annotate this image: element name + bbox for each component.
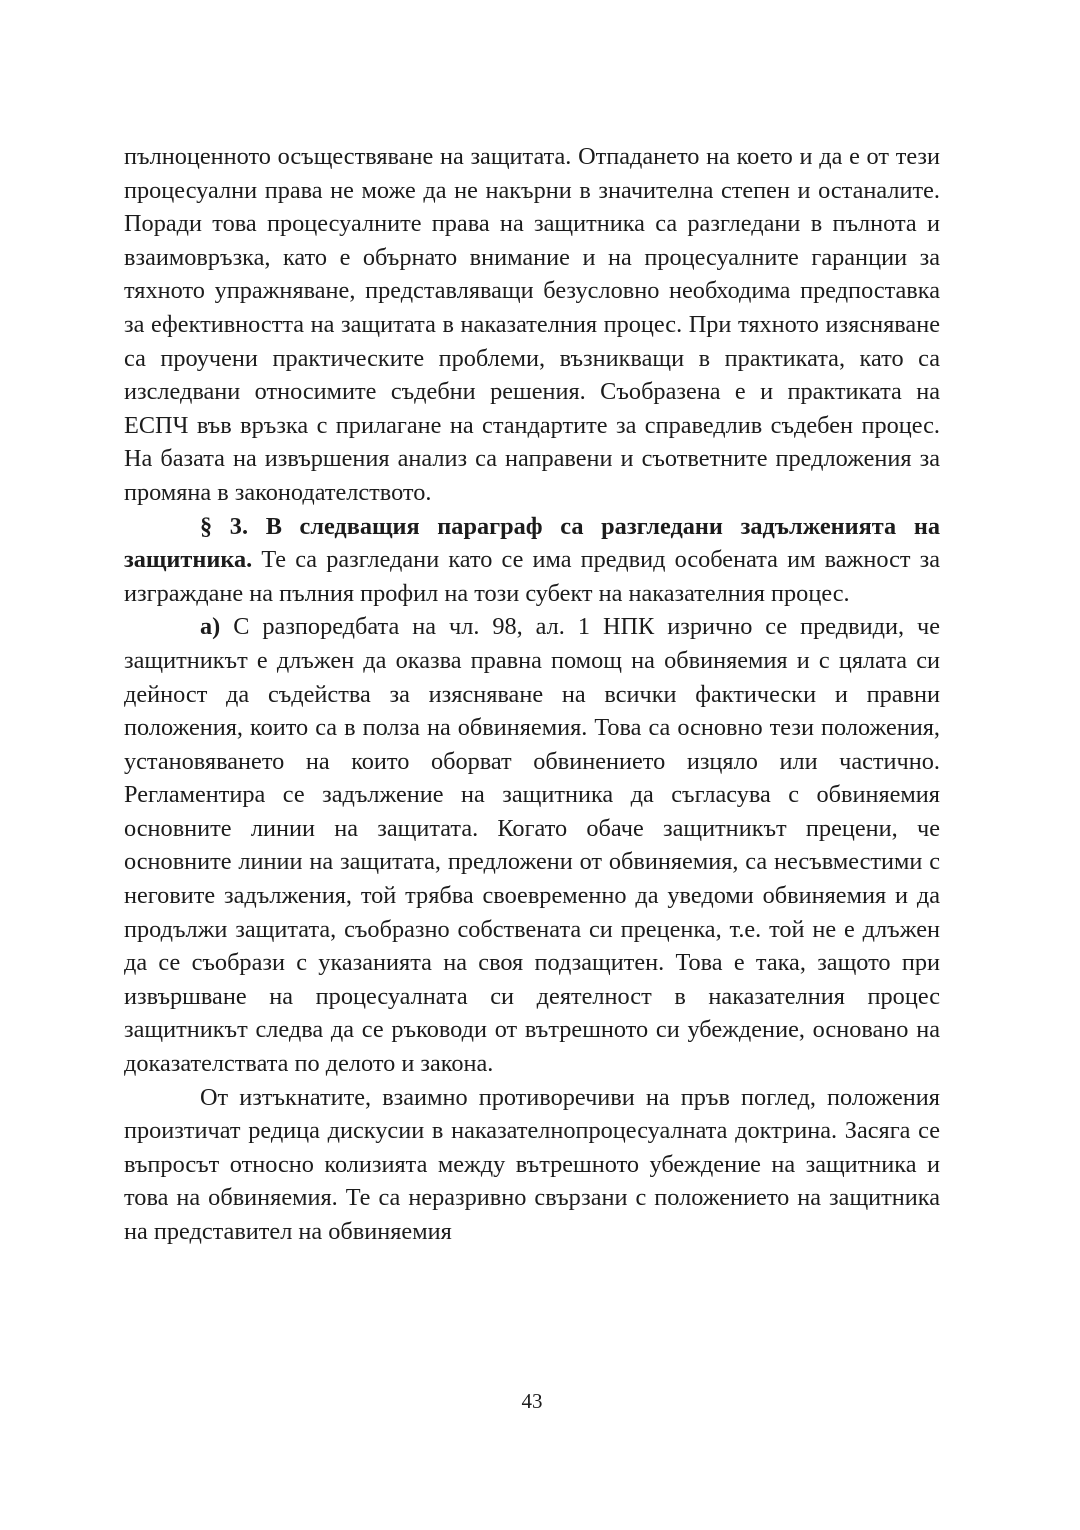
body-text	[124, 140, 940, 1249]
paragraph-text: Те са разгледани като се има предвид особената им важност за изграждане на пълния профил на този субект на наказателния процес.	[124, 546, 940, 607]
page-number: 43	[521, 1389, 543, 1413]
paragraph-section-3	[124, 510, 940, 611]
paragraph-discussion: От изтъкнатите, взаимно противоречиви на пръв поглед, положения произтичат редица дискусии в наказателнопроцесуалната доктрина. Засяга се въпросът относно колизията между вътрешното убеждение на защитника и това на обвиняемия. Те са неразривно свързани с положението на защитника на представител на обвиняемия	[124, 1083, 940, 1245]
section-heading: § 3. В следващия параграф са разгледани задълженията на защитника.	[124, 512, 940, 574]
paragraph-item-a	[124, 610, 940, 1080]
paragraph-continuation: пълноценното осъществяване на защитата. Отпадането на което и да е от тези процесуални права не може да не накърни в значителна степен и останалите. Поради това процесуалните права на защитника са разгледани в пълнота и взаимовръзка, като е обърнато внимание и на процесуалните гаранции за тяхното упражняване, представляващи безусловно необходима предпоставка за ефективността на защитата в наказателния процес. При тяхното изясняване са проучени практическите проблеми, възникващи в практиката, като са изследвани относимите съдебни решения. Съобразена е и практиката на ЕСПЧ във връзка с прилагане на стандартите за справедлив съдебен процес. На базата на извършения анализ са направени и съответните предложения за промяна в законодателството.	[124, 143, 940, 506]
item-marker: а)	[200, 613, 221, 641]
paragraph-text: С разпоредбата на чл. 98, ал. 1 НПК изрично се предвиди, че защитникът е длъжен да оказва правна помощ на обвиняемия и с цялата си дейност да съдейства за изясняване на всички фактически и правни положения, които са в полза на обвиняемия. Това са основно тези положения, установяването на които оборват обвинението изцяло или частично. Регламентира се задължение на защитника да съгласува с обвиняемия основните линии на защитата. Когато обаче защитникът прецени, че основните линии на защитата, предложени от обвиняемия, са несъвместими с неговите задължения, той трябва своевременно да уведоми обвиняемия и да продължи защитата, съобразно собствената си преценка, т.е. той не е длъжен да се съобрази с указанията на своя подзащитен. Това е така, защото при извършване на процесуалната си деятелност в наказателния процес защитникът следва да се ръководи от вътрешното си убеждение, основано на доказателствата по делото и закона.	[124, 613, 940, 1078]
